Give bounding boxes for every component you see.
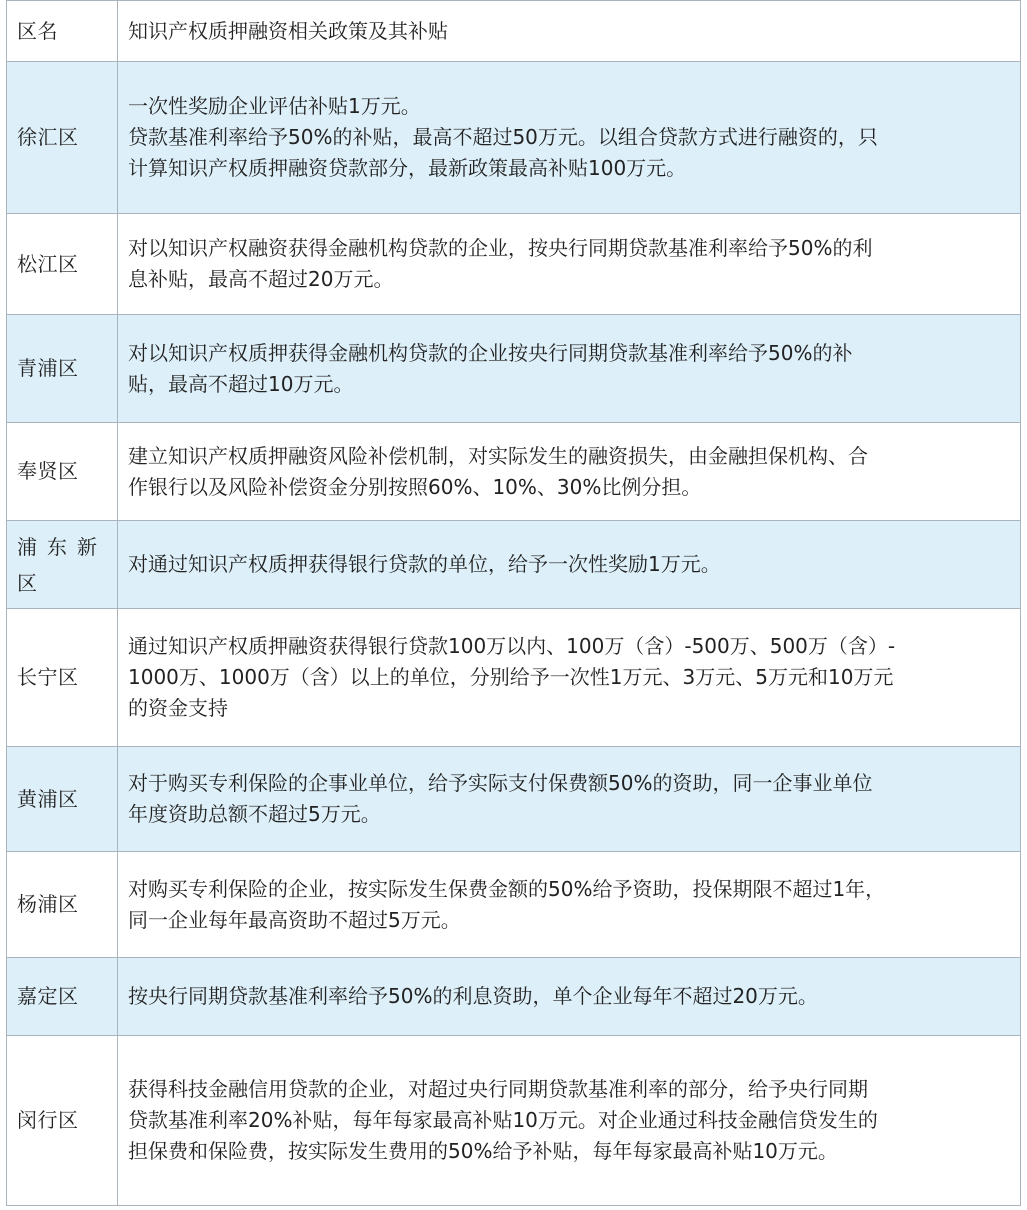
policy-line: 担保费和保险费，按实际发生费用的50%给予补贴，每年每家最高补贴10万元。 (128, 1139, 838, 1163)
policy-line: 贴，最高不超过10万元。 (128, 371, 354, 396)
policy-text (118, 214, 1021, 315)
policy-text (118, 747, 1021, 852)
policy-line: 贷款基准利率20%补贴，每年每家最高补贴10万元。对企业通过科技金融信贷发生的 (128, 1108, 878, 1132)
policy-table (6, 0, 1021, 1206)
policy-line: 1000万、1000万（含）以上的单位，分别给予一次性1万元、3万元、5万元和10万元 (128, 665, 894, 689)
district-name: 徐汇区 (7, 62, 118, 214)
policy-text (118, 609, 1021, 747)
table-row (7, 315, 1021, 423)
policy-line: 的资金支持 (128, 696, 228, 720)
header-row (7, 1, 1021, 62)
table-row (7, 423, 1021, 521)
table-row (7, 1036, 1021, 1206)
policy-text (118, 1036, 1021, 1206)
policy-line: 对于购买专利保险的企事业单位，给予实际支付保费额50%的资助，同一企事业单位 (128, 771, 873, 795)
policy-line: 建立知识产权质押融资风险补偿机制，对实际发生的融资损失，由金融担保机构、合 (128, 443, 868, 468)
policy-text (118, 521, 1021, 609)
policy-line: 通过知识产权质押融资获得银行贷款100万以内、100万（含）-500万、500万（含）- (128, 634, 896, 658)
policy-text (118, 852, 1021, 958)
table-row (7, 852, 1021, 958)
policy-line: 对通过知识产权质押获得银行贷款的单位，给予一次性奖励1万元。 (128, 552, 721, 576)
table-row (7, 214, 1021, 315)
district-name: 嘉定区 (7, 958, 118, 1036)
policy-line: 息补贴，最高不超过20万元。 (128, 267, 394, 291)
district-name: 松江区 (7, 214, 118, 315)
policy-line: 年度资助总额不超过5万元。 (128, 802, 381, 826)
table-row (7, 62, 1021, 214)
table-row (7, 521, 1021, 609)
policy-line: 一次性奖励企业评估补贴1万元。 (128, 94, 421, 118)
policy-line: 对以知识产权融资获得金融机构贷款的企业，按央行同期贷款基准利率给予50%的利 (128, 236, 873, 260)
policy-text (118, 315, 1021, 423)
policy-line: 计算知识产权质押融资贷款部分，最新政策最高补贴100万元。 (128, 156, 687, 180)
policy-text (118, 62, 1021, 214)
policy-line: 同一企业每年最高资助不超过5万元。 (128, 907, 461, 932)
district-name: 黄浦区 (7, 747, 118, 852)
district-name: 杨浦区 (7, 852, 118, 958)
table-row (7, 609, 1021, 747)
table-row (7, 958, 1021, 1036)
policy-line: 获得科技金融信用贷款的企业，对超过央行同期贷款基准利率的部分，给予央行同期 (128, 1077, 868, 1101)
district-name: 浦东新区 (7, 521, 118, 609)
district-name: 长宁区 (7, 609, 118, 747)
table-row (7, 747, 1021, 852)
district-name: 奉贤区 (7, 423, 118, 521)
district-name: 青浦区 (7, 315, 118, 423)
policy-line: 对以知识产权质押获得金融机构贷款的企业按央行同期贷款基准利率给予50%的补 (128, 340, 853, 365)
district-name: 闵行区 (7, 1036, 118, 1206)
table-body (7, 1, 1021, 1206)
policy-line: 对购买专利保险的企业，按实际发生保费金额的50%给予资助，投保期限不超过1年， (128, 876, 886, 901)
policy-line: 贷款基准利率给予50%的补贴，最高不超过50万元。以组合贷款方式进行融资的，只 (128, 125, 878, 149)
header-policy: 知识产权质押融资相关政策及其补贴 (118, 1, 1021, 62)
policy-line: 作银行以及风险补偿资金分别按照60%、10%、30%比例分担。 (128, 474, 702, 499)
header-district: 区名 (7, 1, 118, 62)
policy-line: 按央行同期贷款基准利率给予50%的利息资助，单个企业每年不超过20万元。 (128, 984, 818, 1008)
policy-text (118, 423, 1021, 521)
policy-text (118, 958, 1021, 1036)
